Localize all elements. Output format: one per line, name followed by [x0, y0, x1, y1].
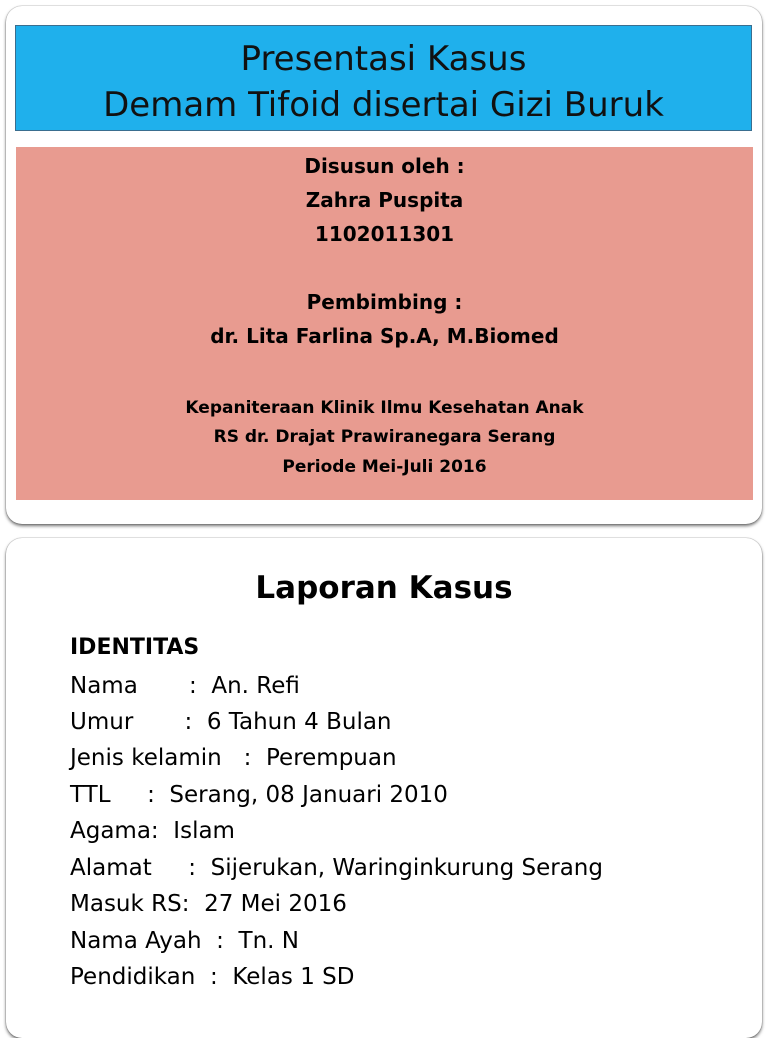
title-line-1: Presentasi Kasus	[240, 39, 527, 79]
identity-row-birth: TTL : Serang, 08 Januari 2010	[70, 782, 448, 808]
department-line-2: RS dr. Drajat Prawiranegara Serang	[213, 427, 556, 447]
report-heading: Laporan Kasus	[255, 570, 513, 606]
period-line: Periode Mei-Juli 2016	[282, 457, 487, 477]
identity-row-education: Pendidikan : Kelas 1 SD	[70, 964, 355, 990]
identity-row-sex: Jenis kelamin : Perempuan	[70, 745, 397, 771]
identity-row-father: Nama Ayah : Tn. N	[70, 928, 300, 954]
title-slide	[6, 6, 762, 524]
case-report-slide	[6, 538, 762, 1038]
author-name: Zahra Puspita	[305, 188, 464, 212]
title-banner	[15, 25, 752, 131]
identity-row-age: Umur : 6 Tahun 4 Bulan	[70, 709, 392, 735]
title-line-2: Demam Tifoid disertai Gizi Buruk	[103, 85, 664, 125]
author-info-box	[16, 147, 753, 500]
supervisor-name: dr. Lita Farlina Sp.A, M.Biomed	[210, 324, 559, 348]
identity-row-admission: Masuk RS: 27 Mei 2016	[70, 891, 347, 917]
supervisor-label: Pembimbing :	[306, 290, 463, 314]
author-id: 1102011301	[314, 222, 455, 246]
identity-heading: IDENTITAS	[70, 635, 200, 660]
identity-row-name: Nama : An. Refi	[70, 673, 300, 699]
identity-row-religion: Agama: Islam	[70, 818, 235, 844]
author-label: Disusun oleh :	[304, 154, 465, 178]
department-line-1: Kepaniteraan Klinik Ilmu Kesehatan Anak	[185, 398, 584, 418]
identity-row-address: Alamat : Sijerukan, Waringinkurung Serang	[70, 855, 603, 881]
